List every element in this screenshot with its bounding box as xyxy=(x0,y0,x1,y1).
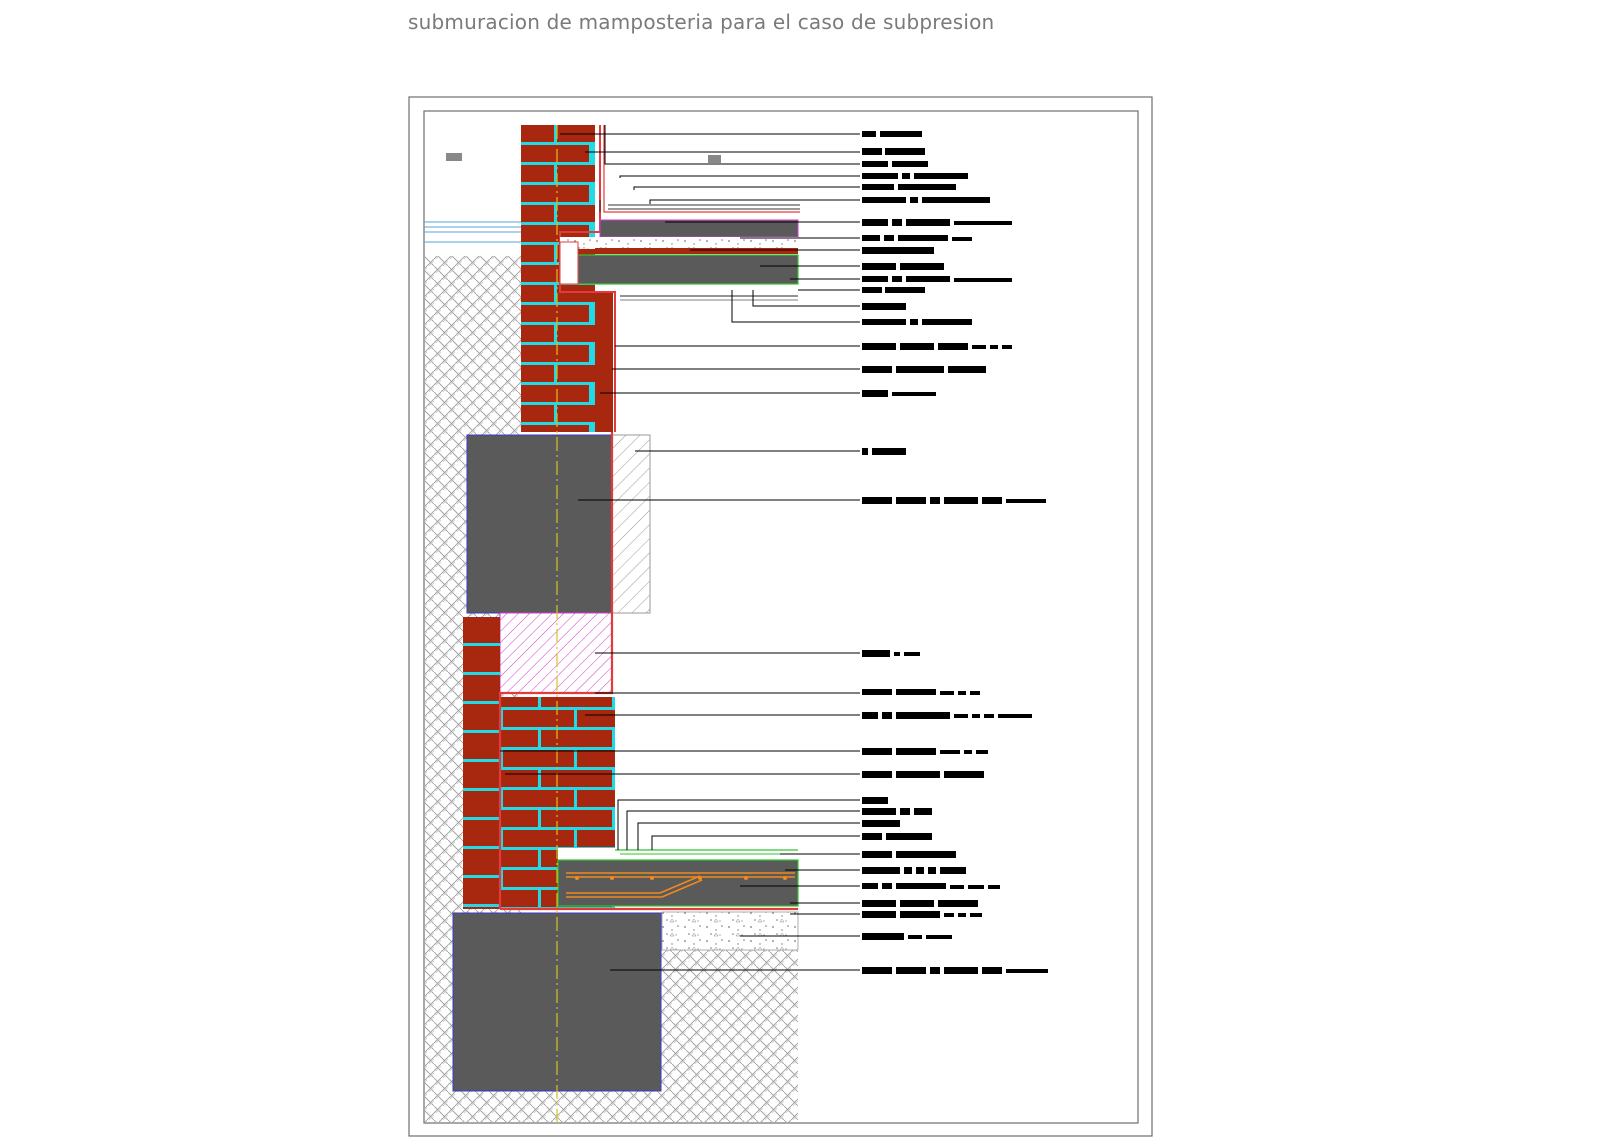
callout-label xyxy=(862,131,922,137)
level-marker-center xyxy=(708,155,721,163)
lower-outer-brick-leaf xyxy=(463,617,500,909)
callout-label xyxy=(862,390,936,397)
callout-label xyxy=(862,497,1046,504)
callout-label xyxy=(862,867,966,874)
callout-label xyxy=(862,771,984,778)
callout-label xyxy=(862,148,925,155)
callout-label xyxy=(862,287,925,293)
callout-label xyxy=(862,276,1012,282)
upper-fill-layer xyxy=(560,237,798,249)
callout-label xyxy=(862,900,978,907)
callout-label xyxy=(862,833,932,840)
callout-label xyxy=(862,967,1048,974)
callout-label xyxy=(862,184,956,190)
formwork-hatch xyxy=(612,435,650,613)
upper-wall-inner-leaf xyxy=(595,292,613,432)
lower-slab xyxy=(558,860,798,906)
callout-label xyxy=(862,197,990,203)
flashing-lines xyxy=(600,200,800,212)
callout-label xyxy=(862,366,986,373)
callout-label xyxy=(862,883,1000,889)
level-marker-left xyxy=(446,153,462,161)
ground-level-lines xyxy=(424,222,522,242)
callout-label xyxy=(862,933,952,940)
upper-slab xyxy=(578,255,798,284)
callout-label xyxy=(862,689,980,695)
callout-label xyxy=(862,820,900,827)
callout-label xyxy=(862,448,906,455)
underpinning-block-upper xyxy=(467,435,612,613)
upper-tile-layer xyxy=(595,248,798,254)
callout-label xyxy=(862,650,920,657)
lower-wall-gap xyxy=(558,848,615,860)
callout-label xyxy=(862,235,972,241)
upper-wall-membrane-inner xyxy=(604,125,800,212)
callout-labels xyxy=(862,131,1048,974)
callout-label xyxy=(862,319,972,325)
upper-screed xyxy=(600,220,798,237)
callout-label xyxy=(862,797,888,804)
callout-label xyxy=(862,851,956,858)
callout-label xyxy=(862,219,1012,226)
upper-slab-void xyxy=(560,242,578,284)
page-title: submuracion de mamposteria para el caso de subpresion xyxy=(408,10,995,34)
callout-label xyxy=(862,247,934,254)
callout-label xyxy=(862,808,932,815)
callout-label xyxy=(862,712,1032,719)
callout-label xyxy=(862,911,982,918)
callout-label xyxy=(862,173,968,179)
callout-label xyxy=(862,343,1012,350)
callout-label xyxy=(862,748,988,755)
callout-label xyxy=(862,263,944,270)
lean-concrete-bed xyxy=(662,912,798,950)
callout-label xyxy=(862,303,906,310)
callout-label xyxy=(862,161,928,167)
